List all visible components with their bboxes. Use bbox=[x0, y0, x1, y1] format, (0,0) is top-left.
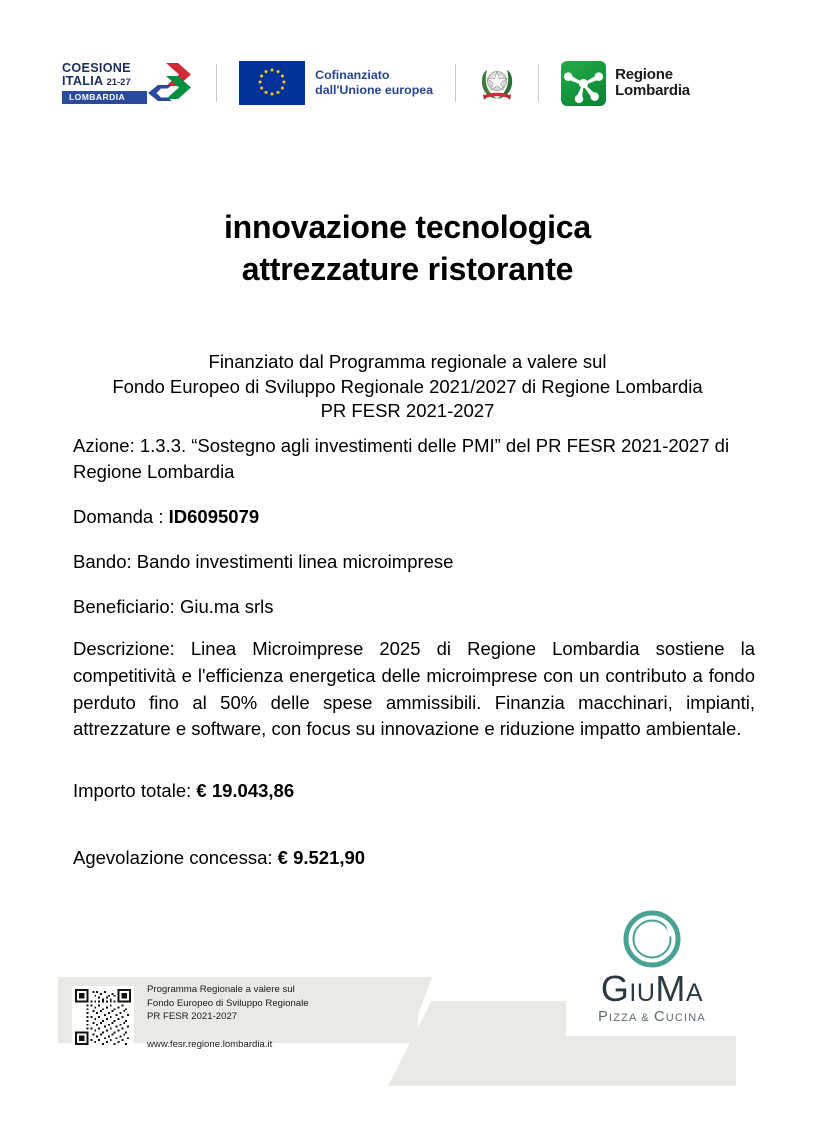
coesione-arrow-mark bbox=[148, 60, 194, 106]
field-agevolazione-concessa bbox=[73, 845, 755, 871]
agevolazione-label: Agevolazione concessa: bbox=[73, 847, 278, 868]
giuma-iu: IU bbox=[629, 979, 656, 1007]
subtitle-line3: PR FESR 2021-2027 bbox=[320, 400, 495, 422]
giuma-ring-icon bbox=[621, 908, 683, 970]
field-descrizione: Descrizione: Linea Microimprese 2025 di Regione Lombardia sostiene la competitività e l'efficienza energetica delle microimprese con un contributo a fondo perduto fino al 50% delle spese ammissibili. Finanzia macchinari, impianti, attrezzature e software, con focus su innovazione e riduzione impatto ambientale. bbox=[73, 638, 755, 740]
giuma-tagline bbox=[566, 1010, 738, 1025]
eu-text-line2: dall'Unione europea bbox=[315, 83, 434, 97]
regione-lombardia-text bbox=[615, 67, 690, 99]
footer-programme-line3: PR FESR 2021-2027 bbox=[147, 1011, 238, 1023]
cofinanziato-ue-logo bbox=[239, 61, 433, 105]
rosa-camuna-icon bbox=[561, 61, 606, 106]
footer-programme-line1: Programma Regionale a valere sul bbox=[147, 984, 295, 995]
subtitle-line2: Fondo Europeo di Sviluppo Regionale 2021/2027 di Regione Lombardia bbox=[112, 375, 703, 397]
project-details bbox=[73, 433, 755, 638]
giuma-tagline-amp: & bbox=[636, 1012, 655, 1024]
logo-divider-1 bbox=[216, 64, 217, 102]
giuma-tagline-c: C bbox=[654, 1009, 666, 1025]
field-domanda-value: ID6095079 bbox=[168, 505, 260, 527]
footer-programme-line2: Fondo Europeo di Sviluppo Regionale bbox=[147, 997, 309, 1009]
rl-text-line2: Lombardia bbox=[615, 82, 690, 99]
agevolazione-value: € 9.521,90 bbox=[277, 847, 366, 868]
header-logo-strip bbox=[0, 52, 815, 114]
coesione-line2-row bbox=[62, 75, 131, 88]
giuma-tagline-izza: IZZA bbox=[608, 1012, 637, 1024]
giuma-m: M bbox=[655, 968, 686, 1009]
regione-lombardia-logo bbox=[561, 61, 690, 106]
subtitle-line1: Finanziato dal Programma regionale a valere sul bbox=[208, 351, 607, 372]
eu-flag-icon bbox=[239, 61, 305, 105]
rl-text-line1: Regione bbox=[615, 66, 673, 84]
repubblica-italiana-emblem-icon bbox=[478, 61, 516, 105]
eu-text-line1: Cofinanziato bbox=[315, 67, 390, 82]
coesione-italia-logo bbox=[62, 60, 194, 106]
logo-divider-3 bbox=[538, 64, 539, 102]
coesione-line1: COESIONE bbox=[62, 60, 131, 75]
page-title-line2: attrezzature ristorante bbox=[241, 251, 574, 288]
coesione-line2: ITALIA bbox=[62, 74, 104, 89]
coesione-years: 21-27 bbox=[106, 77, 131, 89]
page-title bbox=[0, 206, 815, 290]
giuma-a: A bbox=[685, 979, 704, 1007]
coesione-italia-text bbox=[62, 62, 147, 105]
importo-value: € 19.043,86 bbox=[196, 780, 295, 801]
cofinanziato-ue-text bbox=[315, 68, 433, 99]
field-bando: Bando: Bando investimenti linea microimprese bbox=[73, 550, 454, 572]
coesione-region-badge: LOMBARDIA bbox=[62, 91, 147, 105]
footer-website-url[interactable]: www.fesr.regione.lombardia.it bbox=[147, 1039, 273, 1050]
footer-programme-text bbox=[147, 983, 309, 1024]
giuma-tagline-p: P bbox=[598, 1009, 609, 1025]
field-domanda bbox=[73, 504, 755, 530]
field-azione: Azione: 1.3.3. “Sostegno agli investimenti delle PMI” del PR FESR 2021-2027 di Regione Lombardia bbox=[73, 435, 730, 482]
giuma-g: G bbox=[600, 968, 630, 1009]
field-beneficiario: Beneficiario: Giu.ma srls bbox=[73, 595, 274, 617]
page-title-line1: innovazione tecnologica bbox=[223, 209, 591, 245]
field-importo-totale bbox=[73, 778, 755, 804]
giuma-tagline-ucina: UCINA bbox=[665, 1012, 706, 1024]
logo-divider-2 bbox=[455, 64, 456, 102]
importo-label: Importo totale: bbox=[73, 780, 197, 801]
funding-subtitle bbox=[0, 350, 815, 424]
field-domanda-label: Domanda : bbox=[73, 505, 169, 527]
qr-code-icon bbox=[72, 986, 134, 1048]
giuma-wordmark bbox=[566, 968, 738, 1009]
giuma-brand-logo bbox=[566, 908, 738, 1036]
